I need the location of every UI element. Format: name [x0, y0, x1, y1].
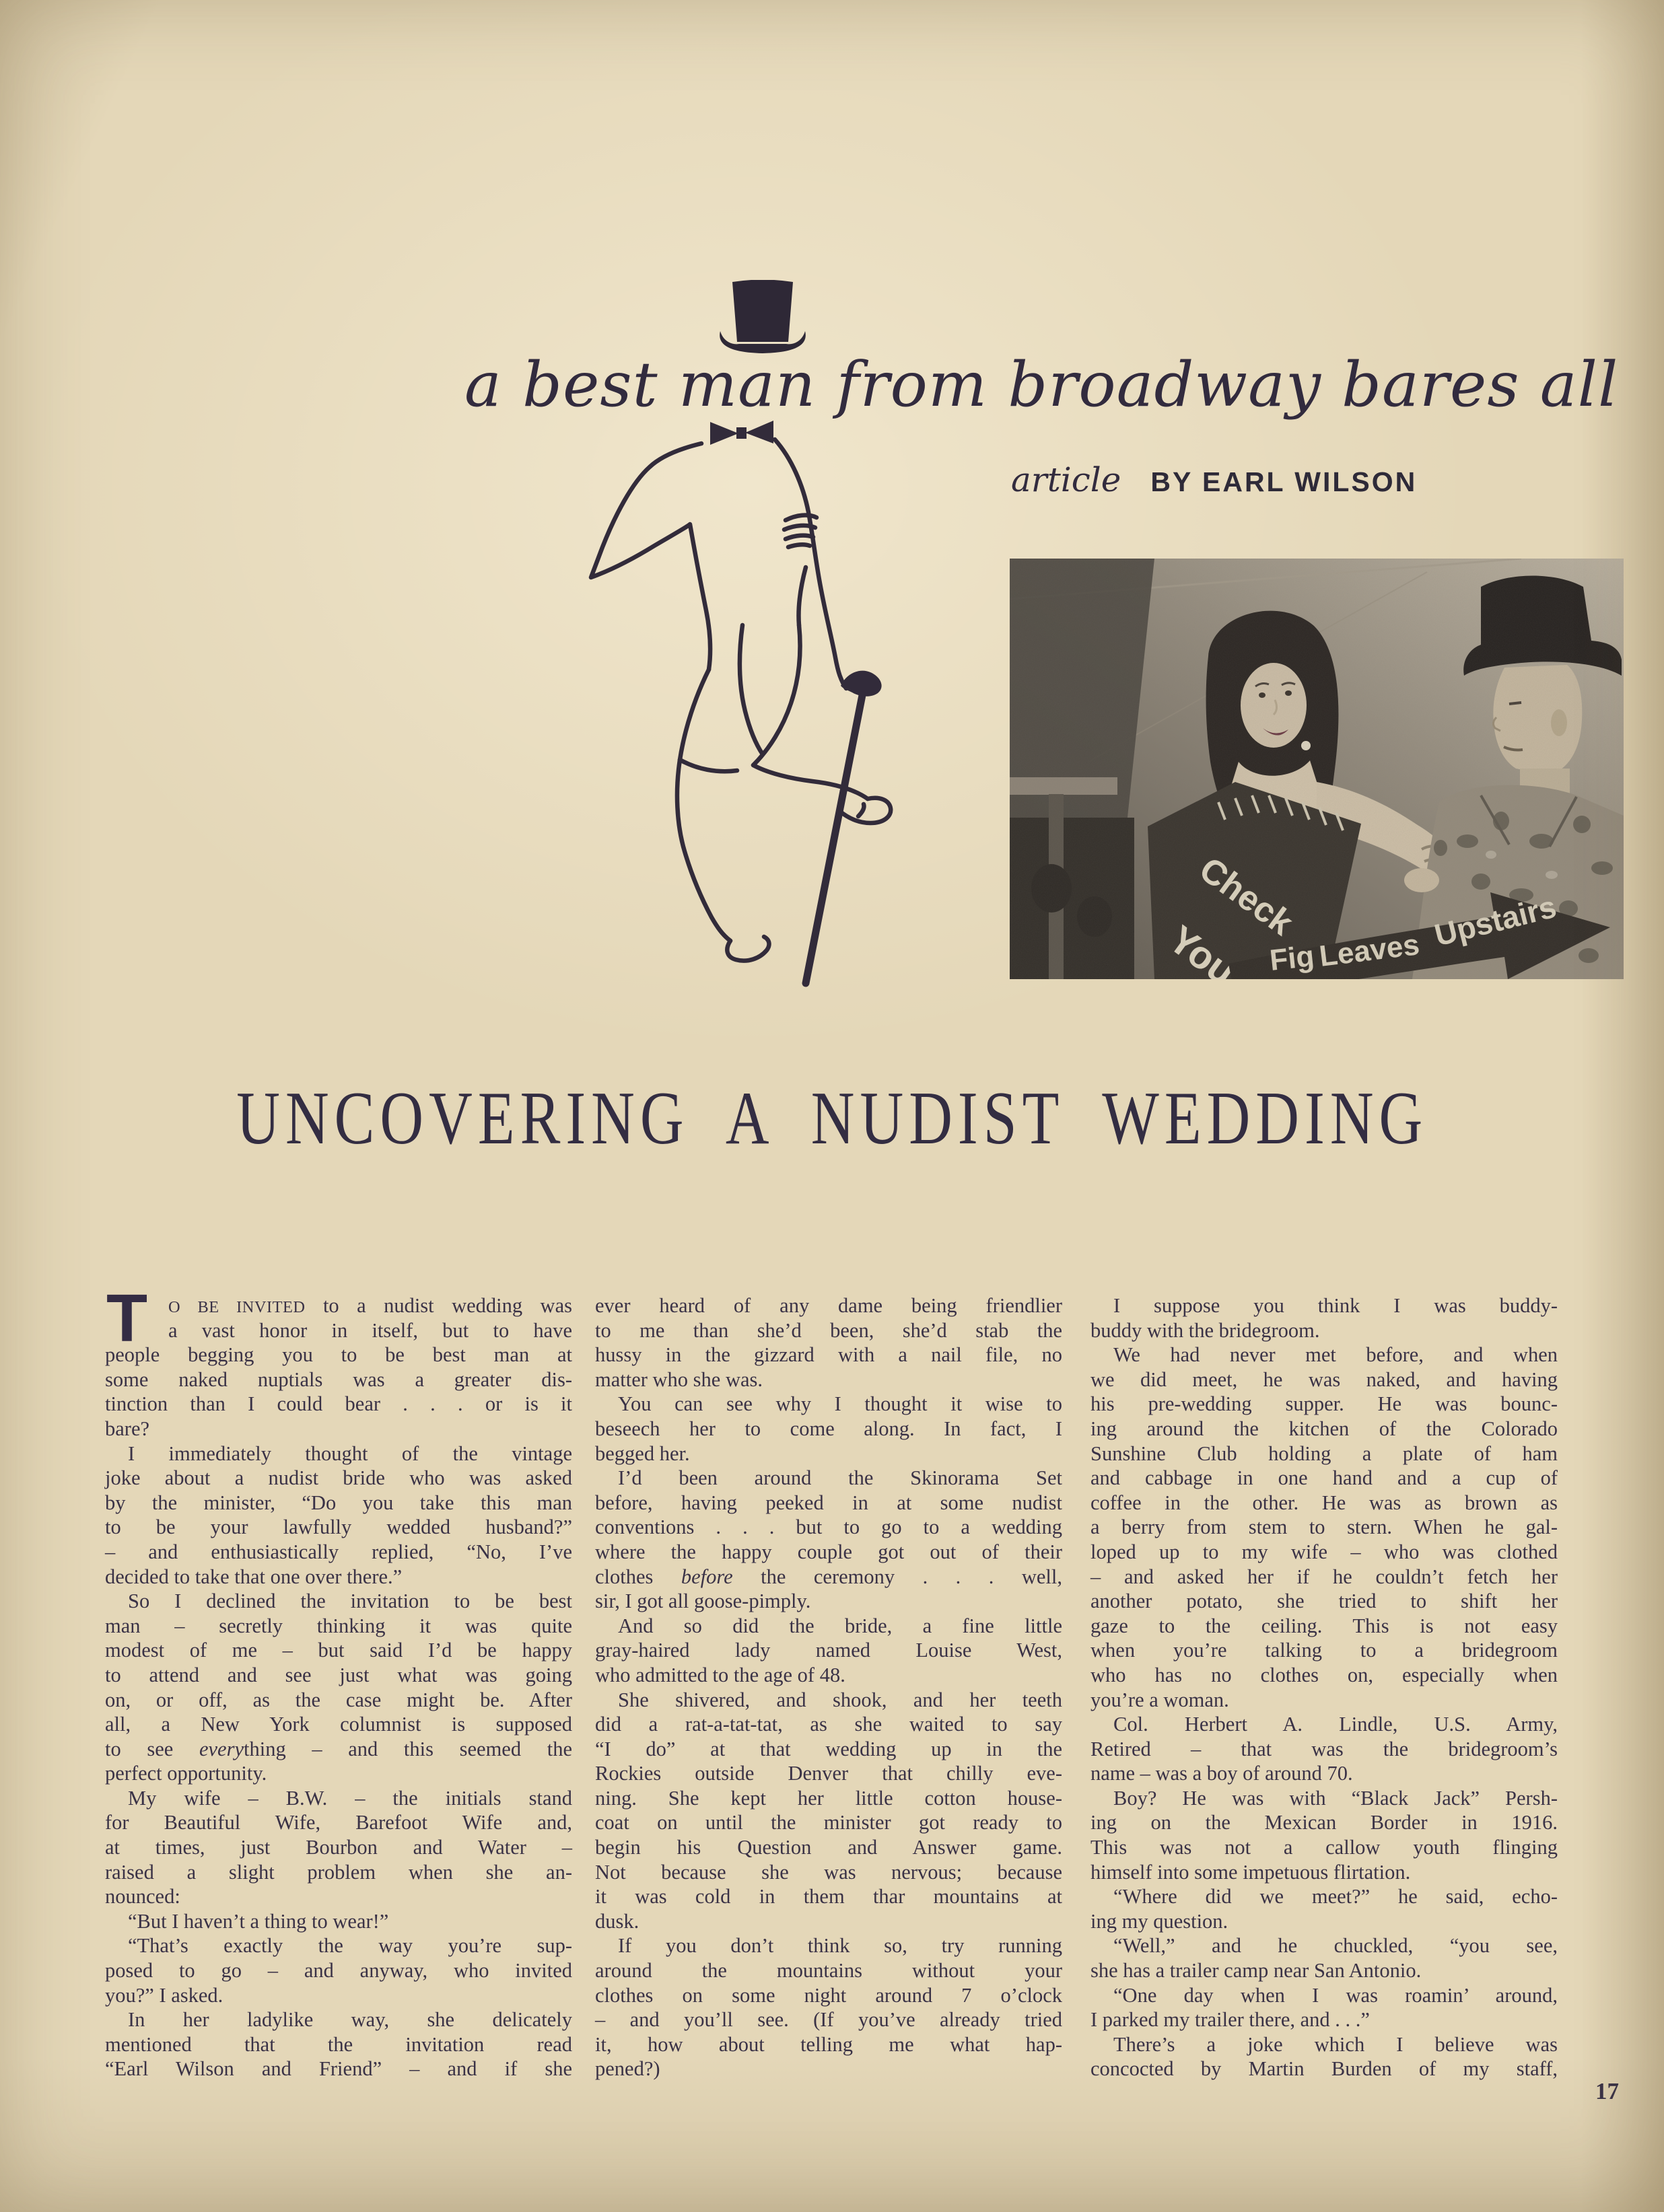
text-line: posed to go – and anyway, who invited [105, 1959, 572, 1983]
text-line: “One day when I was roamin’ around, [1113, 1983, 1558, 2007]
text-line: decided to take that one over there.” [105, 1565, 403, 1588]
text-line: Retired – that was the bridegroom’s [1090, 1737, 1558, 1760]
headless-figure-illustration [569, 414, 899, 1006]
text-line: modest of me – but said I’d be happy [105, 1639, 572, 1662]
text-line: – and asked her if he couldn’t fetch her [1090, 1565, 1558, 1588]
text-line: a berry from stem to stern. When he gal- [1090, 1515, 1558, 1539]
text-line: And so did the bride, a fine little [618, 1614, 1062, 1637]
text-line: on, or off, as the case might be. After [105, 1688, 572, 1711]
text-line: “Well,” and he chuckled, “you see, [1113, 1934, 1558, 1958]
text-line: hussy in the gizzard with a nail file, no [595, 1343, 1062, 1367]
text-line: name – was a boy of around 70. [1090, 1762, 1353, 1785]
text-line: you?” I asked. [105, 1983, 223, 2007]
page-number: 17 [1595, 2078, 1619, 2104]
text-line: – and you’ll see. (If you’ve already tried [595, 2008, 1062, 2032]
text-line: conventions . . . but to go to a wedding [595, 1515, 1062, 1539]
text-line: to be your lawfully wedded husband?” [105, 1515, 572, 1539]
text-line: “I do” at that wedding up in the [595, 1737, 1062, 1760]
text-line: matter who she was. [595, 1367, 763, 1391]
text-line: “Earl Wilson and Friend” – and if she [105, 2057, 572, 2081]
text-line: In her ladylike way, she delicately [128, 2008, 572, 2032]
text-line: ing on the Mexican Border in 1916. [1090, 1811, 1558, 1834]
text-line: ning. She kept her little cotton house- [595, 1786, 1062, 1810]
text-line: So I declined the invitation to be best [128, 1590, 572, 1613]
wedding-photograph [1010, 559, 1624, 979]
column-3 [1090, 1293, 1558, 2081]
main-title: UNCOVERING A NUDIST WEDDING [236, 1077, 1428, 1160]
text-line: did a rat-a-tat-tat, as she waited to say [595, 1713, 1062, 1736]
photo-grain-overlay [1010, 559, 1624, 979]
text-line: she has a trailer camp near San Antonio. [1090, 1959, 1422, 1983]
text-line: we did meet, he was naked, and having [1090, 1367, 1558, 1391]
text-line: This was not a callow youth flinging [1090, 1836, 1558, 1859]
text-line: buddy with the bridegroom. [1090, 1318, 1320, 1342]
text-line: Not because she was nervous; because [595, 1860, 1062, 1884]
text-line: gray-haired lady named Louise West, [595, 1639, 1062, 1662]
author-byline: BY EARL WILSON [1150, 466, 1418, 497]
text-line: clothes on some night around 7 o’clock [595, 1983, 1062, 2007]
text-line: concocted by Martin Burden of my staff, [1090, 2057, 1558, 2081]
text-line: around the mountains without your [595, 1959, 1062, 1983]
text-line: bare? [105, 1417, 150, 1440]
column-1 [105, 1281, 572, 2081]
text-line: Boy? He was with “Black Jack” Persh- [1113, 1786, 1558, 1810]
text-line: I parked my trailer there, and . . .” [1090, 2008, 1370, 2032]
column-2 [595, 1293, 1062, 2081]
text-line: who admitted to the age of 48. [595, 1663, 845, 1686]
text-line: for Beautiful Wife, Barefoot Wife and, [105, 1811, 572, 1834]
text-line: when you’re talking to a bridegroom [1090, 1639, 1558, 1662]
text-line: If you don’t think so, try running [618, 1934, 1062, 1958]
text-line: a vast honor in itself, but to have [168, 1318, 572, 1342]
text-line: it was cold in them thar mountains at [595, 1885, 1062, 1908]
text-line: to me than she’d been, she’d stab the [595, 1318, 1062, 1342]
text-line: begin his Question and Answer game. [595, 1836, 1062, 1859]
text-line: “Where did we meet?” he said, echo- [1113, 1885, 1558, 1908]
text-line: another potato, she tried to shift her [1090, 1590, 1558, 1613]
text-line: by the minister, “Do you take this man [105, 1491, 572, 1514]
text-line: Rockies outside Denver that chilly eve- [595, 1762, 1062, 1785]
text-line: nounced: [105, 1885, 180, 1908]
text-line: people begging you to be best man at [105, 1343, 572, 1367]
text-line: Sunshine Club holding a plate of ham [1090, 1441, 1558, 1465]
text-line: before, having peeked in at some nudist [595, 1491, 1062, 1514]
text-line: some naked nuptials was a greater dis- [105, 1367, 572, 1391]
text-line: coffee in the other. He was as brown as [1090, 1491, 1558, 1514]
text-line: raised a slight problem when she an- [105, 1860, 572, 1884]
text-line: gaze to the ceiling. This is not easy [1090, 1614, 1558, 1637]
article-label: article [1011, 460, 1121, 499]
text-line: man – secretly thinking it was quite [105, 1614, 572, 1637]
text-line: his pre-wedding supper. He was bounc- [1090, 1392, 1558, 1416]
text-line: I immediately thought of the vintage [128, 1441, 572, 1465]
text-line: to see everything – and this seemed the [105, 1737, 572, 1760]
text-line: at times, just Bourbon and Water – [105, 1836, 572, 1859]
text-line: O BE INVITED to a nudist wedding was [168, 1294, 572, 1317]
text-line: My wife – B.W. – the initials stand [128, 1786, 572, 1810]
text-line: beseech her to come along. In fact, I [595, 1417, 1062, 1440]
drop-cap: T [106, 1281, 148, 1356]
text-line: to attend and see just what was going [105, 1663, 572, 1686]
text-line: begged her. [595, 1441, 690, 1465]
text-line: ing around the kitchen of the Colorado [1090, 1417, 1558, 1440]
text-line: and cabbage in one hand and a cup of [1090, 1466, 1558, 1490]
text-line: it, how about telling me what hap- [595, 2032, 1062, 2056]
text-line: Col. Herbert A. Lindle, U.S. Army, [1113, 1713, 1558, 1736]
text-line: coat on until the minister got ready to [595, 1811, 1062, 1834]
text-line: ever heard of any dame being friendlier [595, 1294, 1062, 1317]
text-line: “That’s exactly the way you’re sup- [128, 1934, 572, 1958]
text-line: loped up to my wife – who was clothed [1090, 1540, 1558, 1563]
kicker-headline: a best man from broadway bares all [464, 349, 1619, 421]
text-line: you’re a woman. [1090, 1688, 1229, 1711]
text-line: dusk. [595, 1909, 639, 1933]
text-line: tinction than I could bear . . . or is it [105, 1392, 572, 1416]
text-line: pened?) [595, 2057, 660, 2081]
byline-row [1011, 460, 1417, 499]
text-line: himself into some impetuous flirtation. [1090, 1860, 1411, 1884]
text-line: clothes before the ceremony . . . well, [595, 1565, 1062, 1588]
text-line: mentioned that the invitation read [105, 2032, 572, 2056]
text-line: You can see why I thought it wise to [618, 1392, 1062, 1416]
text-line: I’d been around the Skinorama Set [618, 1466, 1062, 1490]
text-line: where the happy couple got out of their [595, 1540, 1062, 1563]
text-line: who has no clothes on, especially when [1090, 1663, 1558, 1686]
text-line: We had never met before, and when [1113, 1343, 1558, 1367]
text-line: all, a New York columnist is supposed [105, 1713, 572, 1736]
text-line: “But I haven’t a thing to wear!” [128, 1909, 389, 1933]
text-line: sir, I got all goose-pimply. [595, 1590, 811, 1613]
text-line: perfect opportunity. [105, 1762, 267, 1785]
text-line: – and enthusiastically replied, “No, I’ve [105, 1540, 572, 1563]
text-line: joke about a nudist bride who was asked [105, 1466, 572, 1490]
text-line: I suppose you think I was buddy- [1113, 1294, 1558, 1317]
text-line: There’s a joke which I believe was [1113, 2032, 1558, 2056]
text-line: ing my question. [1090, 1909, 1228, 1933]
text-line: She shivered, and shook, and her teeth [618, 1688, 1062, 1711]
